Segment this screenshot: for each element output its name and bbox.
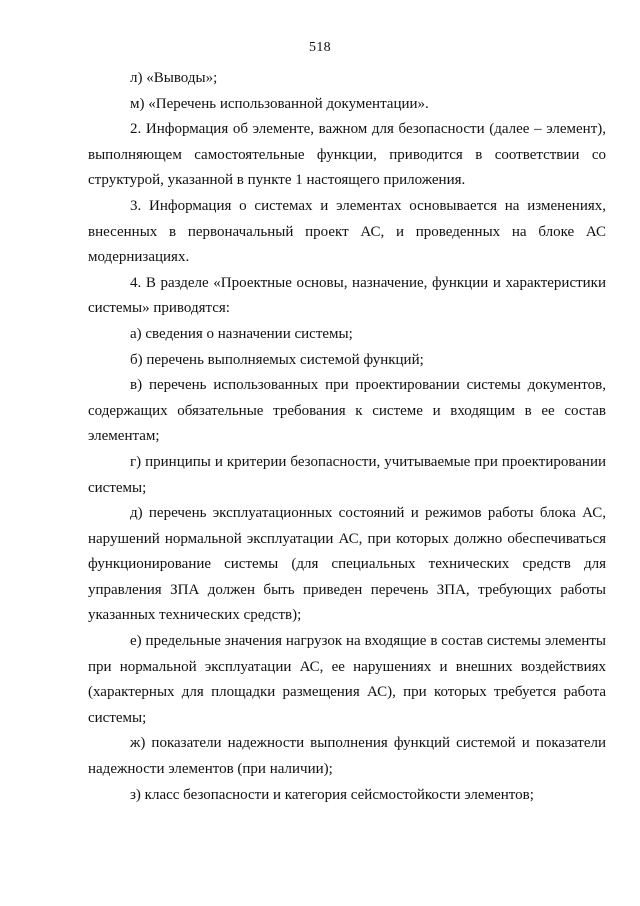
paragraph-item-l: л) «Выводы»; [130,70,218,86]
paragraph-item-z: з) класс безопасности и категория сейсмостойкости элементов; [130,786,534,803]
paragraph-section-2: 2. Информация об элементе, важном для безопасности (далее – элемент), выполняющем самостоятельные функции, приводится в соответствии со структурой, указанной в пункте 1 настоящего приложения. [88,121,606,189]
document-body [88,66,606,808]
paragraph-item-v: в) перечень использованных при проектировании системы документов, содержащих обязательные требования к системе и входящим в ее состав элементам; [88,377,606,445]
paragraph-item-zh: ж) показатели надежности выполнения функций системой и показатели надежности элементов (при наличии); [88,735,606,778]
paragraph-item-m: м) «Перечень использованной документации». [130,95,429,112]
paragraph-item-a: а) сведения о назначении системы; [130,325,353,342]
paragraph-item-g: г) принципы и критерии безопасности, учитываемые при проектировании системы; [88,453,606,496]
paragraph-section-4: 4. В разделе «Проектные основы, назначение, функции и характеристики системы» приводятся: [88,274,606,317]
paragraph-item-b: б) перечень выполняемых системой функций; [130,351,424,368]
page-number: 518 [309,40,331,55]
paragraph-item-e: е) предельные значения нагрузок на входящие в состав системы элементы при нормальной эксплуатации АС, ее нарушениях и внешних воздействиях (характерных для площадки размещения АС), при которых требуется работа системы; [88,633,606,726]
paragraph-section-3: 3. Информация о системах и элементах основывается на изменениях, внесенных в первоначальный проект АС, и проведенных на блоке АС модернизациях. [88,197,606,266]
paragraph-item-d: д) перечень эксплуатационных состояний и режимов работы блока АС, нарушений нормальной эксплуатации АС, при которых должно обеспечиваться функционирование системы (для специальных технических средств для управления ЗПА должен быть приведен перечень ЗПА, требующих работы указанных технических средств); [88,505,606,624]
